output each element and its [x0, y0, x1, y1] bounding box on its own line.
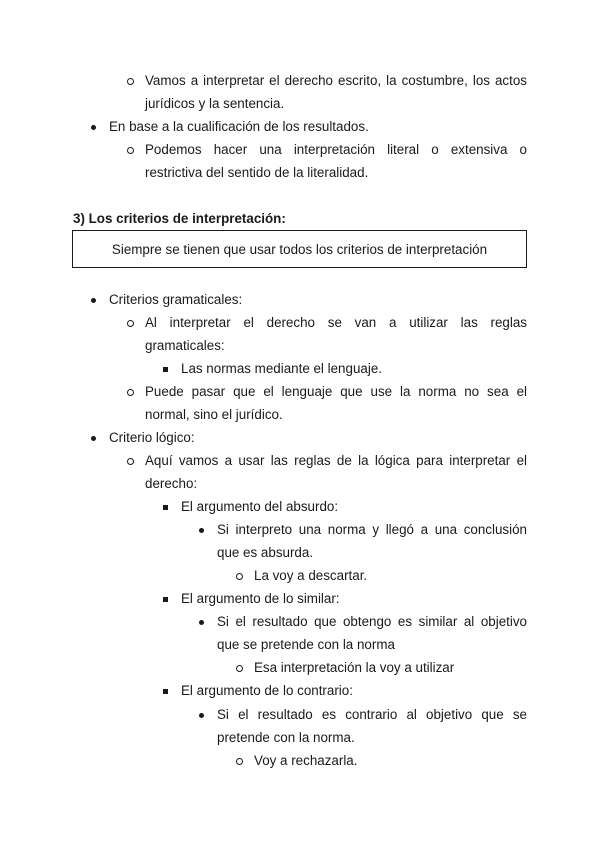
note-box-text: Siempre se tienen que usar todos los criterios de interpretación: [111, 242, 488, 257]
text-line: Si interpreto una norma y llegó a una conclusión: [217, 522, 527, 537]
text-line: que es absurda.: [217, 545, 314, 560]
circle-bullet-icon: [127, 141, 135, 159]
text-line: Aquí vamos a usar las reglas de la lógica para interpretar el: [145, 453, 527, 468]
section-heading: 3) Los criterios de interpretación:: [73, 211, 286, 226]
text-line: Si el resultado que obtengo es similar al objetivo: [217, 614, 527, 629]
text-line: Esa interpretación la voy a utilizar: [254, 660, 455, 675]
dot-bullet-icon: [199, 706, 207, 724]
circle-bullet-icon: [127, 314, 135, 332]
text-line: Al interpretar el derecho se van a utilizar las reglas: [145, 315, 527, 330]
text-line: Criterios gramaticales:: [109, 292, 243, 307]
text-line: El argumento de lo similar:: [181, 591, 340, 606]
text-line: Las normas mediante el lenguaje.: [181, 361, 382, 376]
text-line: El argumento del absurdo:: [181, 499, 339, 514]
text-line: normal, sino el jurídico.: [145, 407, 283, 422]
text-line: que se pretende con la norma: [217, 637, 395, 652]
text-line: Criterio lógico:: [109, 430, 195, 445]
circle-bullet-icon: [127, 72, 135, 90]
circle-bullet-icon: [236, 752, 244, 770]
text-line: Si el resultado es contrario al objetivo que se: [217, 707, 527, 722]
dot-bullet-icon: [199, 613, 207, 631]
text-line: derecho:: [145, 476, 198, 491]
circle-bullet-icon: [236, 567, 244, 585]
square-bullet-icon: [163, 360, 171, 378]
dot-bullet-icon: [199, 521, 207, 539]
note-box: [72, 230, 527, 268]
square-bullet-icon: [163, 590, 171, 608]
circle-bullet-icon: [127, 452, 135, 470]
text-line: Puede pasar que el lenguaje que use la norma no sea el: [145, 384, 527, 399]
text-line: La voy a descartar.: [254, 568, 368, 583]
dot-bullet-icon: [91, 429, 99, 447]
text-line: En base a la cualificación de los resultados.: [109, 119, 369, 134]
text-line: Vamos a interpretar el derecho escrito, la costumbre, los actos: [145, 73, 527, 88]
text-line: jurídicos y la sentencia.: [145, 96, 285, 111]
circle-bullet-icon: [127, 383, 135, 401]
text-line: El argumento de lo contrario:: [181, 683, 353, 698]
text-line: Voy a rechazarla.: [254, 753, 358, 768]
text-line: Podemos hacer una interpretación literal o extensiva o: [145, 142, 527, 157]
dot-bullet-icon: [91, 291, 99, 309]
text-line: pretende con la norma.: [217, 730, 355, 745]
circle-bullet-icon: [236, 659, 244, 677]
text-line: gramaticales:: [145, 338, 225, 353]
dot-bullet-icon: [91, 118, 99, 136]
square-bullet-icon: [163, 682, 171, 700]
text-line: restrictiva del sentido de la literalidad.: [145, 165, 369, 180]
square-bullet-icon: [163, 498, 171, 516]
